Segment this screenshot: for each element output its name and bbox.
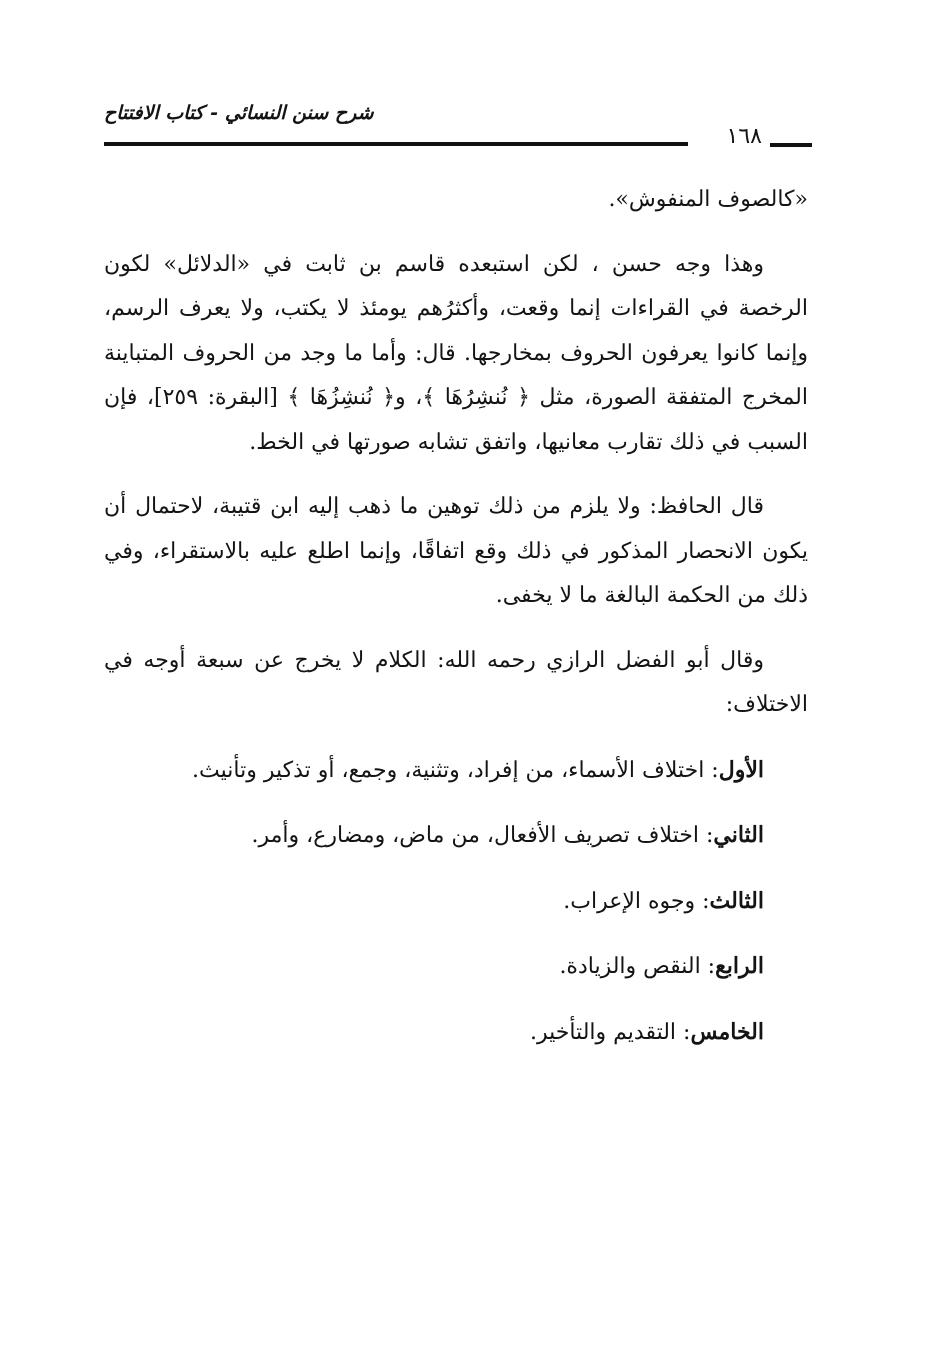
aspect-3 <box>104 879 808 925</box>
aspect-term: الثالث <box>709 887 764 914</box>
aspect-1 <box>104 748 808 794</box>
aspect-term: الخامس <box>690 1018 764 1045</box>
header-title: شرح سنن النسائي - كتاب الافتتاح <box>104 102 374 124</box>
aspect-term: الرابع <box>715 953 764 979</box>
header-rule <box>104 142 688 146</box>
page-number-dash <box>770 143 812 147</box>
aspect-text: اختلاف تصريف الأفعال، من ماض، ومضارع، وأمر. <box>251 823 699 848</box>
aspect-term: الثاني <box>713 822 764 848</box>
paragraph-3: قال الحافظ: ولا يلزم من ذلك توهين ما ذهب إليه ابن قتيبة، لاحتمال أن يكون الانحصار المذكور في ذلك وقع اتفاقًا، وإنما اطلع عليه بالاستقراء، وفي ذلك من الحكمة البالغة ما لا يخفى. <box>104 494 808 608</box>
aspect-text: النقص والزيادة. <box>559 954 701 979</box>
aspect-5 <box>104 1010 808 1056</box>
aspect-separator: : <box>700 954 716 979</box>
aspect-separator: : <box>704 757 719 783</box>
paragraph-2: وهذا وجه حسن ، لكن استبعده قاسم بن ثابت في «الدلائل» لكون الرخصة في القراءات إنما وقعت، وأكثرُهم يومئذ لا يكتب، ولا يعرف الرسم، وإنما كانوا يعرفون الحروف بمخارجها. قال: وأما ما وجد من الحروف المتباينة المخرج المتفقة الصورة، مثل ﴿ نُنشِرُهَا ﴾، و﴿ نُنشِزُهَا ﴾ [البقرة: ٢٥٩]، فإن السبب في ذلك تقارب معانيها، واتفق تشابه صورتها في الخط. <box>104 251 808 455</box>
aspect-separator: : <box>676 1019 691 1045</box>
aspect-text: اختلاف الأسماء، من إفراد، وتثنية، وجمع، أو تذكير وتأنيث. <box>192 757 705 783</box>
aspect-text: وجوه الإعراب. <box>563 888 696 914</box>
aspect-term: الأول <box>718 756 764 783</box>
paragraph-4: وقال أبو الفضل الرازي رحمه الله: الكلام لا يخرج عن سبعة أوجه في الاختلاف: <box>104 647 808 717</box>
aspect-text: التقديم والتأخير. <box>529 1019 677 1045</box>
aspect-separator: : <box>698 823 714 848</box>
body-text <box>104 178 808 1075</box>
aspect-2 <box>104 813 808 859</box>
aspect-separator: : <box>695 888 710 914</box>
paragraph-1: «كالصوف المنفوش». <box>608 187 808 212</box>
running-header <box>100 100 812 160</box>
aspect-4 <box>104 944 808 990</box>
page-number: ١٦٨ <box>726 124 762 149</box>
